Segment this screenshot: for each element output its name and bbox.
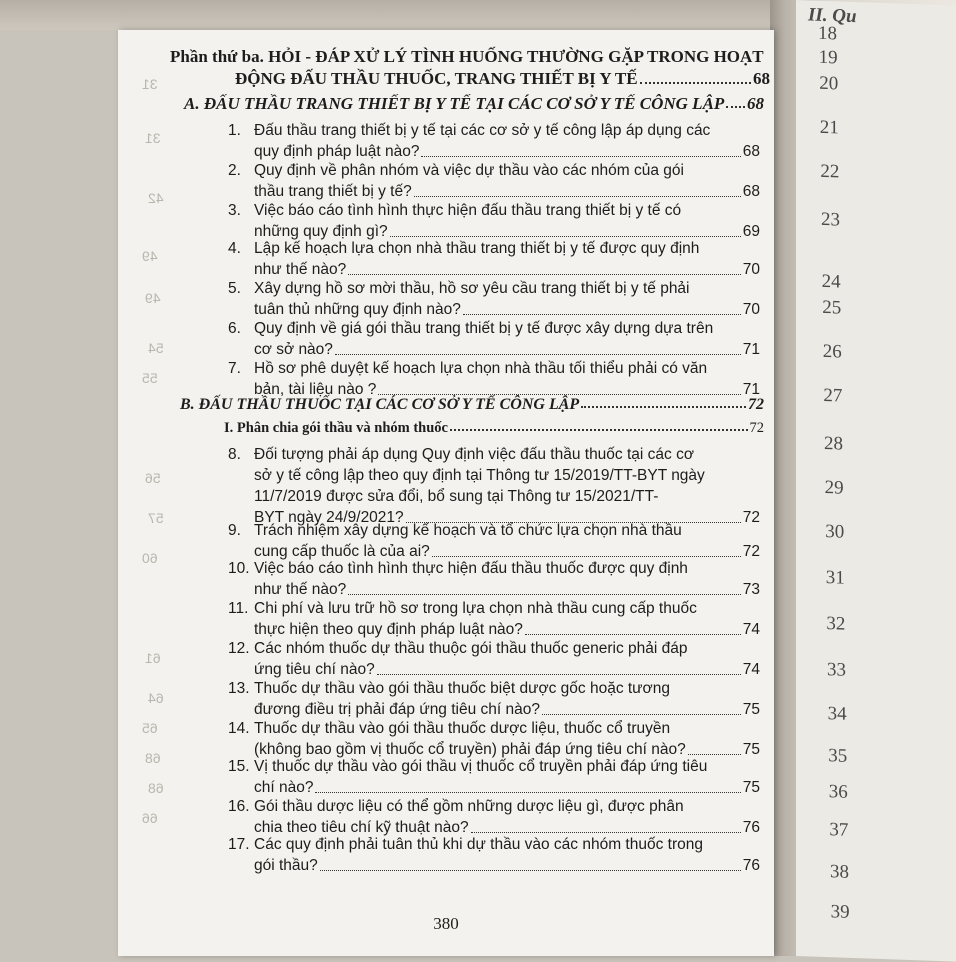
part-title-page: 68	[753, 69, 770, 88]
toc-item-page: 74	[742, 621, 760, 638]
part-title-line2: ĐỘNG ĐẤU THẦU THUỐC, TRANG THIẾT BỊ Y TẾ	[235, 69, 638, 88]
section-b-page: 72	[748, 396, 764, 413]
toc-item-text: Đối tượng phải áp dụng Quy định việc đấu thầu thuốc tại các cơ	[254, 446, 695, 463]
adjacent-page-number: 27	[823, 384, 843, 407]
toc-item-page: 74	[742, 661, 760, 678]
toc-item-text: Việc báo cáo tình hình thực hiện đấu thầu trang thiết bị y tế có	[254, 202, 682, 219]
toc-item-text-last: cơ sở nào?	[254, 341, 333, 358]
toc-item-number: 2.	[228, 162, 241, 179]
toc-item-text: Việc báo cáo tình hình thực hiện đấu thầu thuốc được quy định	[254, 560, 688, 577]
toc-item-page: 72	[742, 543, 760, 560]
toc-item-text: sở y tế công lập theo quy định tại Thông tư 15/2019/TT-BYT ngày	[254, 467, 705, 484]
toc-item	[228, 520, 760, 562]
toc-item-number: 13.	[228, 680, 250, 697]
toc-item-text-last: những quy định gì?	[254, 223, 388, 240]
toc-item-page: 68	[742, 183, 760, 200]
toc-item-text-last: ứng tiêu chí nào?	[254, 661, 375, 678]
toc-item	[228, 278, 760, 320]
toc-item-page: 71	[742, 341, 760, 358]
toc-item-text-last: quy định pháp luật nào?	[254, 143, 420, 160]
toc-item-text: Quy định về giá gói thầu trang thiết bị y tế được xây dựng dựa trên	[254, 320, 714, 337]
show-through-number: 56	[145, 470, 161, 486]
toc-item	[228, 358, 760, 400]
show-through-number: 49	[142, 248, 158, 264]
toc-item-number: 5.	[228, 280, 241, 297]
toc-item-number: 8.	[228, 446, 241, 463]
toc-item	[228, 638, 760, 680]
toc-item	[228, 120, 760, 162]
toc-item-number: 17.	[228, 836, 250, 853]
adjacent-page-number: 20	[819, 72, 839, 95]
show-through-number: 60	[142, 550, 158, 566]
toc-item-page: 70	[742, 261, 760, 278]
show-through-number: 55	[142, 370, 158, 386]
toc-item	[228, 678, 760, 720]
toc-item	[228, 238, 760, 280]
toc-item-text: Trách nhiệm xây dựng kế hoạch và tổ chức lựa chọn nhà thầu	[254, 522, 682, 539]
toc-item	[228, 160, 760, 202]
page-number: 380	[433, 914, 459, 933]
toc-item-number: 11.	[228, 600, 249, 617]
subsection-b1-heading	[224, 420, 764, 437]
toc-item-page: 75	[742, 779, 760, 796]
adjacent-page-number: 39	[830, 901, 850, 923]
adjacent-page-number: 24	[821, 270, 841, 293]
toc-item-text: Gói thầu dược liệu có thể gồm những dược liệu gì, được phân	[254, 798, 684, 815]
toc-item-page: 70	[742, 301, 760, 318]
section-a-heading	[184, 94, 764, 114]
part-title	[170, 46, 770, 90]
toc-item-text-last: BYT ngày 24/9/2021?	[254, 509, 404, 526]
toc-item	[228, 558, 760, 600]
adjacent-page-number: 23	[821, 208, 840, 231]
toc-item	[228, 318, 760, 360]
show-through-number: 49	[145, 290, 161, 306]
show-through-number: 57	[148, 510, 164, 526]
toc-item	[228, 598, 760, 640]
section-a-title: A. ĐẤU THẦU TRANG THIẾT BỊ Y TẾ TẠI CÁC CƠ SỞ Y TẾ CÔNG LẬP	[184, 94, 725, 113]
adjacent-page-number: 37	[829, 819, 849, 841]
subsection-b1-page: 72	[749, 420, 764, 436]
toc-item-text: Thuốc dự thầu vào gói thầu thuốc biệt dược gốc hoặc tương	[254, 680, 670, 697]
toc-item-text: Hồ sơ phê duyệt kế hoạch lựa chọn nhà thầu tối thiểu phải có văn	[254, 360, 708, 377]
toc-item-page: 72	[742, 509, 760, 526]
toc-item-text-last: gói thầu?	[254, 857, 318, 874]
toc-item-number: 15.	[228, 758, 250, 775]
adjacent-page-number: 32	[826, 613, 846, 635]
show-through-number: 64	[148, 690, 164, 706]
adjacent-page-number: 33	[827, 659, 846, 681]
toc-item-text-last: như thế nào?	[254, 261, 347, 278]
toc-item-text-last: thầu trang thiết bị y tế?	[254, 183, 412, 200]
toc-item-page: 73	[742, 581, 760, 598]
toc-item-page: 75	[742, 741, 760, 758]
adjacent-page-number: 18	[818, 22, 837, 45]
show-through-number: 61	[145, 650, 161, 666]
adjacent-page-number: 19	[818, 46, 838, 69]
table-of-contents	[118, 30, 774, 956]
toc-item	[228, 756, 760, 798]
toc-item-text-last: bản, tài liệu nào ?	[254, 381, 377, 398]
toc-item-text-last: như thế nào?	[254, 581, 347, 598]
toc-item-text-last: thực hiện theo quy định pháp luật nào?	[254, 621, 523, 638]
show-through-number: 31	[142, 76, 158, 92]
adjacent-page-number: 22	[820, 160, 840, 183]
section-a-page: 68	[747, 94, 764, 113]
toc-item-text: Thuốc dự thầu vào gói thầu thuốc dược liệu, thuốc cổ truyền	[254, 720, 671, 737]
show-through-number: 68	[148, 780, 164, 796]
toc-item-page: 75	[742, 701, 760, 718]
toc-item-number: 16.	[228, 798, 250, 815]
adjacent-page-number: 36	[828, 781, 848, 803]
toc-item-text: Quy định về phân nhóm và việc dự thầu vào các nhóm của gói	[254, 162, 684, 179]
subsection-b1-title: I. Phân chia gói thầu và nhóm thuốc	[224, 420, 448, 436]
toc-item-number: 9.	[228, 522, 241, 539]
toc-item-text-last: đương điều trị phải đáp ứng tiêu chí nào?	[254, 701, 541, 718]
toc-item-number: 1.	[228, 122, 241, 139]
toc-item	[228, 200, 760, 242]
adjacent-page-heading: II. Qu	[808, 4, 857, 28]
show-through-number: 54	[148, 340, 164, 356]
toc-item-text: Các nhóm thuốc dự thầu thuộc gói thầu thuốc generic phải đáp	[254, 640, 688, 657]
book-page	[118, 30, 774, 956]
toc-item-text: Lập kế hoạch lựa chọn nhà thầu trang thiết bị y tế được quy định	[254, 240, 700, 257]
show-through-number: 31	[145, 130, 161, 146]
toc-item-number: 3.	[228, 202, 241, 219]
toc-item	[228, 444, 760, 528]
adjacent-page-number: 28	[824, 432, 843, 455]
adjacent-page-number: 26	[822, 340, 842, 363]
toc-item-page: 69	[742, 223, 760, 240]
toc-item-page: 76	[742, 857, 760, 874]
toc-item-number: 6.	[228, 320, 241, 337]
toc-item-text: 11/7/2019 được sửa đổi, bổ sung tại Thông tư 15/2021/TT-	[254, 488, 659, 505]
part-title-line1: Phần thứ ba. HỎI - ĐÁP XỬ LÝ TÌNH HUỐNG THƯỜNG GẶP TRONG HOẠT	[170, 47, 764, 66]
toc-item-number: 4.	[228, 240, 241, 257]
toc-item	[228, 834, 760, 876]
toc-item-page: 68	[742, 143, 760, 160]
toc-item-number: 10.	[228, 560, 250, 577]
toc-item-number: 12.	[228, 640, 250, 657]
toc-item-text: Đấu thầu trang thiết bị y tế tại các cơ sở y tế công lập áp dụng các	[254, 122, 711, 139]
adjacent-page-number: 29	[824, 476, 844, 499]
toc-item-number: 14.	[228, 720, 250, 737]
adjacent-page-number: 38	[830, 861, 849, 883]
toc-item-text: Xây dựng hồ sơ mời thầu, hồ sơ yêu cầu trang thiết bị y tế phải	[254, 280, 690, 297]
section-b-title: B. ĐẤU THẦU THUỐC TẠI CÁC CƠ SỞ Y TẾ CÔNG LẬP	[180, 396, 580, 413]
toc-item-text: Các quy định phải tuân thủ khi dự thầu vào các nhóm thuốc trong	[254, 836, 703, 853]
adjacent-page	[796, 0, 956, 962]
toc-item-text: Vị thuốc dự thầu vào gói thầu vị thuốc cổ truyền phải đáp ứng tiêu	[254, 758, 708, 775]
toc-item-text: Chi phí và lưu trữ hồ sơ trong lựa chọn nhà thầu cung cấp thuốc	[254, 600, 697, 617]
show-through-number: 65	[142, 720, 158, 736]
adjacent-page-number: 31	[825, 567, 845, 589]
adjacent-page-number: 21	[819, 116, 839, 139]
toc-item	[228, 796, 760, 838]
adjacent-page-number: 34	[827, 703, 847, 725]
toc-item-text-last: chia theo tiêu chí kỹ thuật nào?	[254, 819, 469, 836]
toc-item-number: 7.	[228, 360, 241, 377]
toc-item-text-last: tuân thủ những quy định nào?	[254, 301, 461, 318]
adjacent-page-number: 25	[822, 296, 842, 319]
show-through-number: 68	[145, 750, 161, 766]
toc-item-page: 76	[742, 819, 760, 836]
adjacent-page-number: 30	[825, 521, 845, 543]
show-through-number: 66	[142, 810, 158, 826]
toc-item-text-last: cung cấp thuốc là của ai?	[254, 543, 430, 560]
toc-item-text-last: chí nào?	[254, 779, 314, 796]
toc-item	[228, 718, 760, 760]
toc-item-text-last: (không bao gồm vị thuốc cổ truyền) phải đáp ứng tiêu chí nào?	[254, 741, 686, 758]
toc-item-page: 71	[742, 381, 760, 398]
show-through-number: 42	[148, 190, 164, 206]
adjacent-page-number: 35	[828, 745, 848, 767]
